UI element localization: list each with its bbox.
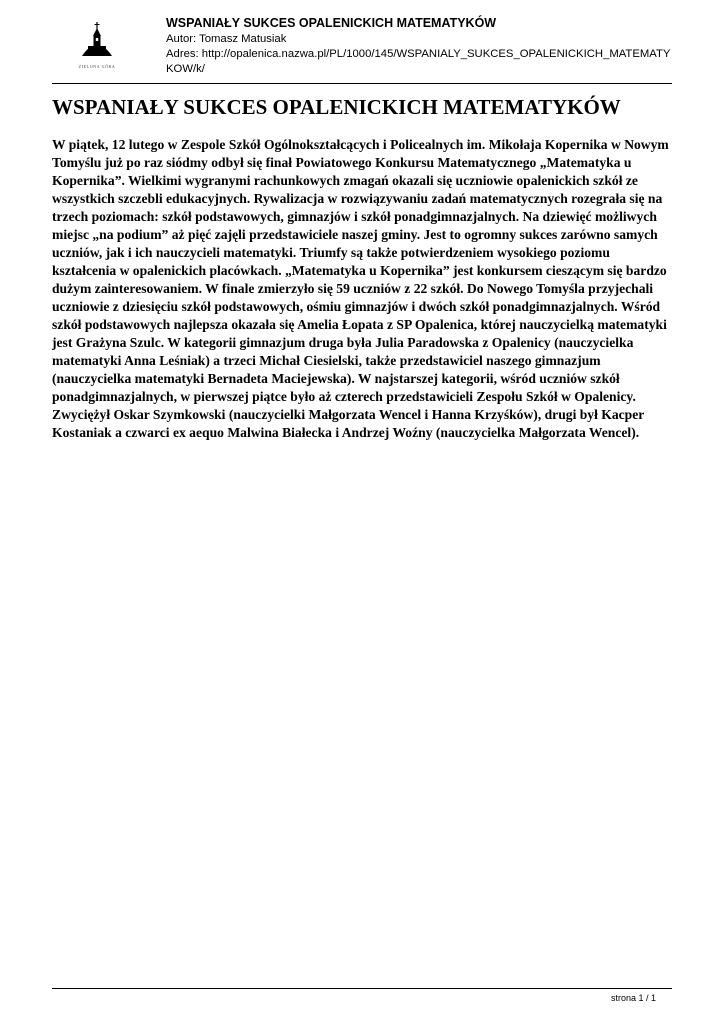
article-title: WSPANIAŁY SUKCES OPALENICKICH MATEMATYKÓW: [52, 95, 621, 119]
footer-divider: [52, 988, 672, 989]
city-crest-icon: [74, 20, 120, 64]
city-logo: [74, 20, 120, 78]
header-address: Adres: http://opalenica.nazwa.pl/PL/1000/145/WSPANIALY_SUKCES_OPALENICKICH_MATEMATYKOW/k/: [166, 48, 671, 75]
page-number: strona 1 / 1: [610, 993, 656, 1003]
article-body: W piątek, 12 lutego w Zespole Szkół Ogólnokształcących i Policealnych im. Mikołaja Kopernika w Nowym Tomyślu już po raz siódmy odbył się finał Powiatowego Konkursu Matematycznego „Matematyka u Kopernika”. Wielkimi wygranymi rachunkowych zmagań okazali się uczniowie opalenickich szkół ze wszystkich szczebli edukacyjnych. Rywalizacja w rozwiązywaniu zadań matematycznych rozegrała się na trzech poziomach: szkół podstawowych, gimnazjów i szkół ponadgimnazjalnych. Na dziewięć możliwych miejsc „na podium” aż pięć zajęli przedstawiciele naszej gminy. Jest to ogromny sukces zarówno samych uczniów, jak i ich nauczycieli matematyki. Triumfy są także potwierdzeniem wysokiego poziomu kształcenia w opalenickich placówkach. „Matematyka u Kopernika” jest konkursem cieszącym się bardzo dużym zainteresowaniem. W finale zmierzyło się 59 uczniów z 22 szkół. Do Nowego Tomyśla przyjechali uczniowie z dziesięciu szkół podstawowych, ośmiu gimnazjów i dwóch szkół ponadgimnazjalnych. Wśród szkół podstawowych najlepsza okazała się Amelia Łopata z SP Opalenica, której nauczycielką matematyki jest Grażyna Szulc. W kategorii gimnazjum druga była Julia Paradowska z Opalenicy (nauczycielka matematyki Anna Leśniak) a trzeci Michał Ciesielski, także przedstawiciel naszego gimnazjum (nauczycielka matematyki Bernadeta Maciejewska). W najstarszej kategorii, wśród uczniów szkół ponadgimnazjalnych, w pierwszej piątce było aż czterech przedstawicieli Zespołu Szkół w Opalenicy. Zwyciężył Oskar Szymkowski (nauczycielki Małgorzata Wencel i Hanna Krzyśków), drugi był Kacper Kostaniak a czwarci ex aequo Malwina Białecka i Andrzej Woźny (nauczycielka Małgorzata Wencel).: [52, 137, 669, 440]
logo-caption: ZIELONA GÓRA: [78, 64, 116, 69]
header-title: WSPANIAŁY SUKCES OPALENICKICH MATEMATYKÓW: [166, 16, 497, 30]
header-divider: [52, 83, 672, 84]
header-text-block: [166, 14, 674, 77]
document-header: [52, 14, 672, 84]
header-author: Autor: Tomasz Matusiak: [166, 33, 287, 45]
